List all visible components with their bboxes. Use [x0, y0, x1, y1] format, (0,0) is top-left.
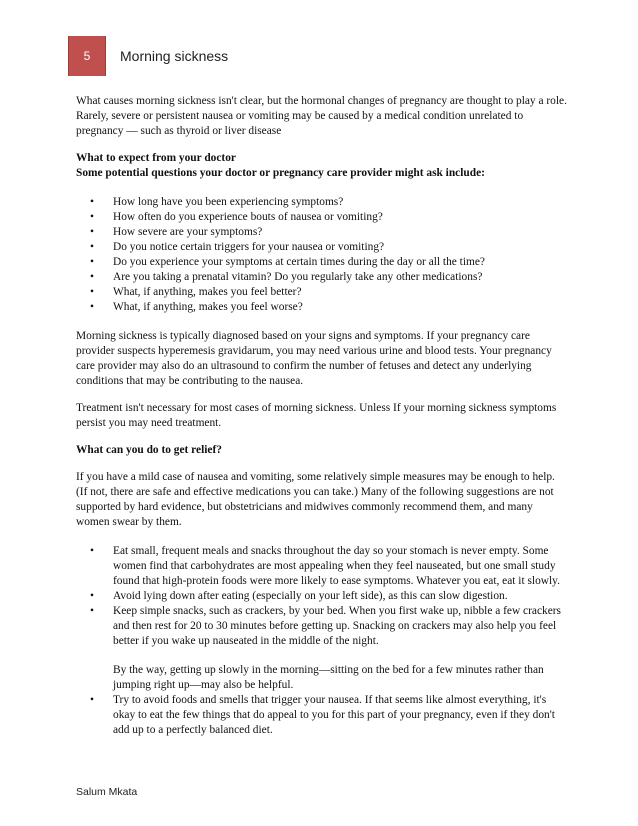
expect-subheading: Some potential questions your doctor or pregnancy care provider might ask include:	[76, 167, 485, 179]
list-item: • Avoid lying down after eating (especially on your left side), as this can slow digestion.	[90, 590, 508, 602]
document-body	[76, 94, 568, 738]
bullet-icon: •	[90, 256, 94, 268]
bullet-icon: •	[90, 694, 94, 706]
bullet-icon: •	[90, 301, 94, 313]
bullet-icon: •	[90, 590, 94, 602]
bullet-icon: •	[90, 271, 94, 283]
page-number: 5	[68, 36, 106, 76]
list-item: • Eat small, frequent meals and snacks throughout the day so your stomach is never empty. Some women find that carbohydrates are most appealing when they feel nauseated, but one small study found that high-protein foods were more likely to ease symptoms. Whatever you eat, eat it slowly.	[90, 545, 560, 587]
list-item: • Are you taking a prenatal vitamin? Do you regularly take any other medications?	[90, 271, 483, 283]
page-title: Morning sickness	[120, 48, 229, 64]
bullet-icon: •	[90, 211, 94, 223]
list-item: • What, if anything, makes you feel better?	[90, 286, 302, 298]
list-item: • How often do you experience bouts of nausea or vomiting?	[90, 211, 383, 223]
tip-note: By the way, getting up slowly in the morning—sitting on the bed for a few minutes rather than jumping right up—may also be helpful.	[113, 664, 544, 691]
bullet-icon: •	[90, 226, 94, 238]
footer-author: Salum Mkata	[76, 786, 138, 798]
page-header	[68, 36, 228, 76]
bullet-icon: •	[90, 286, 94, 298]
relief-heading: What can you do to get relief?	[76, 444, 222, 456]
list-item: • How severe are your symptoms?	[90, 226, 263, 238]
treatment-paragraph: Treatment isn't necessary for most cases of morning sickness. Unless If your morning sickness symptoms persist you may need treatment.	[76, 402, 557, 429]
relief-intro-paragraph: If you have a mild case of nausea and vomiting, some relatively simple measures may be enough to help. (If not, there are safe and effective medications you can take.) Many of the following suggestions are not supported by hard evidence, but obstetricians and midwives commonly recommend them, and many women swear by them.	[76, 471, 555, 528]
list-item: • What, if anything, makes you feel worse?	[90, 301, 303, 313]
relief-tips-list	[76, 544, 568, 738]
intro-paragraph: What causes morning sickness isn't clear, but the hormonal changes of pregnancy are thought to play a role. Rarely, severe or persistent nausea or vomiting may be caused by a medical condition unrelated to pregnancy — such as thyroid or liver disease	[76, 95, 567, 137]
bullet-icon: •	[90, 545, 94, 557]
expect-heading: What to expect from your doctor	[76, 152, 236, 164]
bullet-icon: •	[90, 196, 94, 208]
bullet-icon: •	[90, 241, 94, 253]
diagnosis-paragraph: Morning sickness is typically diagnosed based on your signs and symptoms. If your pregnancy care provider suspects hyperemesis gravidarum, you may need various urine and blood tests. Your pregnancy care provider may also do an ultrasound to confirm the number of fetuses and detect any underlying conditions that may be contributing to the nausea.	[76, 330, 552, 387]
list-item: • Keep simple snacks, such as crackers, by your bed. When you first wake up, nibble a few crackers and then rest for 20 to 30 minutes before getting up. Snacking on crackers may also help you feel better if you wake up nauseated in the middle of the night. By the way, getting up slowly in the morning—sitting on the bed for a few minutes rather than jumping right up—may also be helpful.	[76, 604, 568, 693]
list-item: • Try to avoid foods and smells that trigger your nausea. If that seems like almost everything, it's okay to eat the few things that do appeal to you for this part of your pregnancy, even if they don't add up to a perfectly balanced diet.	[90, 694, 555, 736]
questions-list	[76, 195, 568, 315]
list-item: • How long have you been experiencing symptoms?	[90, 196, 344, 208]
list-item: • Do you experience your symptoms at certain times during the day or all the time?	[90, 256, 485, 268]
list-item: • Do you notice certain triggers for your nausea or vomiting?	[90, 241, 385, 253]
bullet-icon: •	[90, 605, 94, 617]
